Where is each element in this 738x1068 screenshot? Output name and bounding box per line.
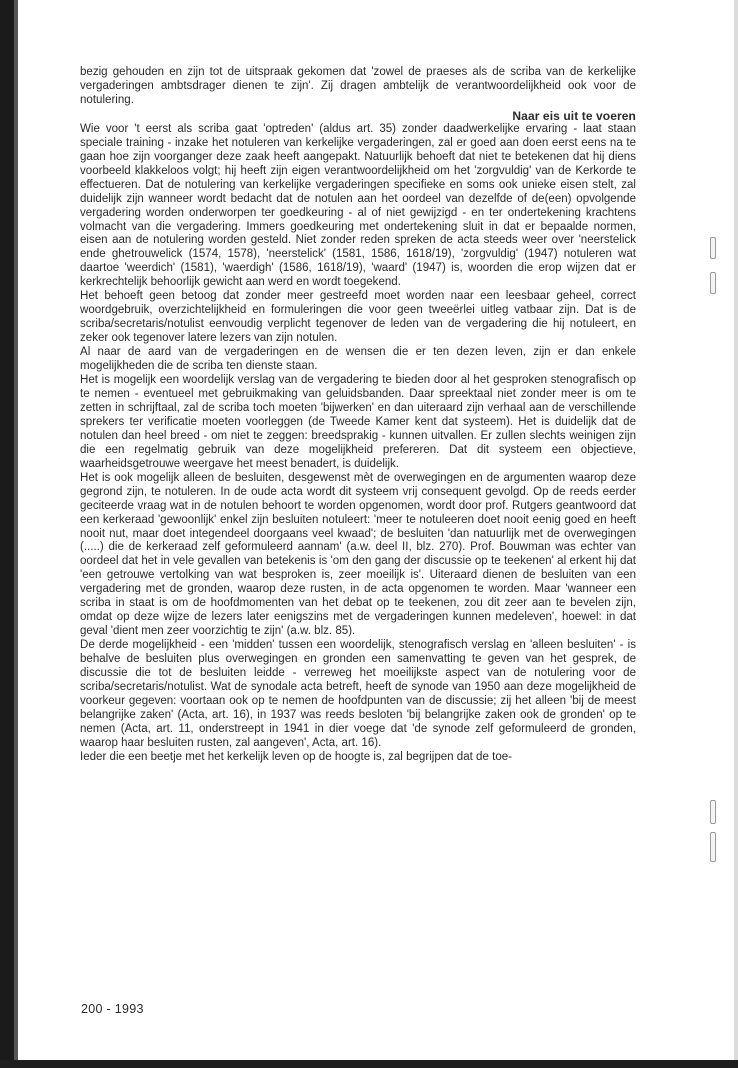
scan-border-bottom [0, 1060, 738, 1068]
section-heading: Naar eis uit te voeren [512, 108, 636, 123]
scan-border-right [734, 0, 738, 1068]
paragraph: Het is mogelijk een woordelijk verslag van de vergadering te bieden door al het gesproken stenografisch op te nemen - eventueel met gebruikmaking van geluidsbanden. Daar spreektaal niet zonder meer is om te zetten in schrijftaal, zal de scriba toch moeten 'bijwerken' en dan uiteraard zijn verhaal aan de verschillende sprekers ter verificatie moeten voorleggen (de Tweede Kamer kent dat systeem). Het is duidelijk dat de notulen dan heel breed - om niet te zeggen: breedsprakig - kunnen uitvallen. Er zullen slechts weinigen zijn die een regelmatig gebruik van deze mogelijkheid prefereren. Dat dit systeem een objectieve, waarheidsgetrouwe weergave het meest benadert, is duidelijk. [80, 374, 636, 470]
margin-mark [710, 832, 716, 862]
paragraph: Ieder die een beetje met het kerkelijk leven op de hoogte is, zal begrijpen dat de toe- [80, 750, 513, 763]
page-body [80, 66, 636, 765]
paragraph: Wie voor 't eerst als scriba gaat 'optreden' (aldus art. 35) zonder daadwerkelijke ervaring - laat staan speciale training - inzake het notuleren van kerkelijke vergaderingen, zal er goed aan doen eerst eens na te gaan hoe zijn voorganger deze zaak heeft aangepakt. Natuurlijk behoeft dat niet te betekenen dat hij diens voorbeeld klakkeloos volgt; hij heeft zijn eigen verantwoordelijkheid om het 'zorgvuldig' van de Kerkorde te effectueren. Dat de notulering van kerkelijke vergaderingen specifieke en soms ook unieke eisen stelt, zal duidelijk zijn wanneer wordt bedacht dat de notulen aan het oordeel van dezelfde of de(een) opvolgende vergadering worden onderworpen ter goedkeuring - al of niet gewijzigd - en ter ondertekening krachtens volmacht van die vergadering. Immers goedkeuring met ondertekening sluit in dat er bepaalde normen, eisen aan de notulering worden gesteld. Niet zonder reden spreken de acta steeds weer over 'neerstelick ende ghetrouwelick (1574, 1578), 'neerstelick' (1581, 1586, 1618/19), 'zorgvuldig' (1947) notuleren wat daartoe 'weerdich' (1581), 'waerdigh' (1586, 1618/19), 'waard' (1947) is, woorden die erop wijzen dat er kerkrechtelijk behoorlijk gewicht aan werd en wordt toegekend. [80, 122, 636, 289]
margin-mark [710, 800, 716, 824]
paragraph: Het is ook mogelijk alleen de besluiten, desgewenst mèt de overwegingen en de argumenten waarop deze gegrond zijn, te notuleren. In de oude acta wordt dit systeem vrij consequent gevolgd. Op de reeds eerder geciteerde vraag wat in de notulen behoort te worden opgenomen, wordt door prof. Rutgers geantwoord dat een kerkeraad 'gewoonlijk' enkel zijn besluiten notuleert: 'meer te notuleeren doet nooit eenig goed en heeft nooit nut, maar doet integendeel doorgaans veel kwaad'; de besluiten 'dan natuurlijk met de overwegingen (.....) die de kerkeraad zelf geformuleerd aannam' (a.w. deel II, blz. 270). Prof. Bouwman was echter van oordeel dat het in vele gevallen van betekenis is 'om den gang der discussie op te teekenen' al erkent hij dat 'een getrouwe vertolking van wat besproken is, zeer moeilijk is'. Uiteraard dienen de besluiten van een vergadering met de gronden, waarop deze rusten, in de acta opgenomen te worden. Maar 'wanneer een scriba in staat is om de hoofdmomenten van het debat op te teekenen, zou dit zeer aan te bevelen zijn, omdat op deze wijze de lezers later eenigszins met de vergaderingen kunnen medeleven', hoewel: in dat geval 'dient men zeer voorzichtig te zijn' (a.w. blz. 85). [80, 471, 636, 638]
margin-mark [710, 237, 716, 259]
margin-mark [710, 272, 716, 294]
paragraph: Het behoeft geen betoog dat zonder meer gestreefd moet worden naar een leesbaar geheel, correct woordgebruik, overzichtelijkheid en formuleringen die voor geen tweeërlei uitleg vatbaar zijn. Dat is de scriba/secretaris/notulist eenvoudig verplicht tegenover de leden van de vergadering die hij notuleert, en zeker ook tegenover latere lezers van zijn notulen. [80, 290, 636, 345]
paragraph: Al naar de aard van de vergaderingen en de wensen die er ten dezen leven, zijn er dan enkele mogelijkheden die de scriba ten dienste staan. [80, 346, 636, 373]
paragraph: bezig gehouden en zijn tot de uitspraak gekomen dat 'zowel de praeses als de scriba van de kerkelijke vergaderingen ambtsdrager dienen te zijn'. Zij dragen ambtelijk de verantwoordelijkheid ook voor de notulering. [80, 66, 636, 106]
page-number: 200 - 1993 [81, 1002, 144, 1016]
scan-border-left-inner [14, 0, 18, 1068]
paragraph: De derde mogelijkheid - een 'midden' tussen een woordelijk, stenografisch verslag en 'alleen besluiten' - is behalve de besluiten plus overwegingen en gronden een samenvatting te geven van het gesprek, de discussie die tot de besluiten leidde - verreweg het moeilijkste aspect van de notulering voor de scriba/secretaris/notulist. Wat de synodale acta betreft, heeft de synode van 1950 aan deze mogelijkheid de voorkeur gegeven: voortaan ook op te nemen de hoofdpunten van de discussie; zij het alleen 'bij de meest belangrijke zaken' (Acta, art. 16), in 1937 was reeds besloten 'bij belangrijke zaken ook de gronden' op te nemen (Acta, art. 11, onderstreept in 1941 in dier voege dat 'de synode zelf geformuleerd de gronden, waarop haar besluiten rusten, zal aangeven', Acta, art. 16). [80, 639, 636, 749]
